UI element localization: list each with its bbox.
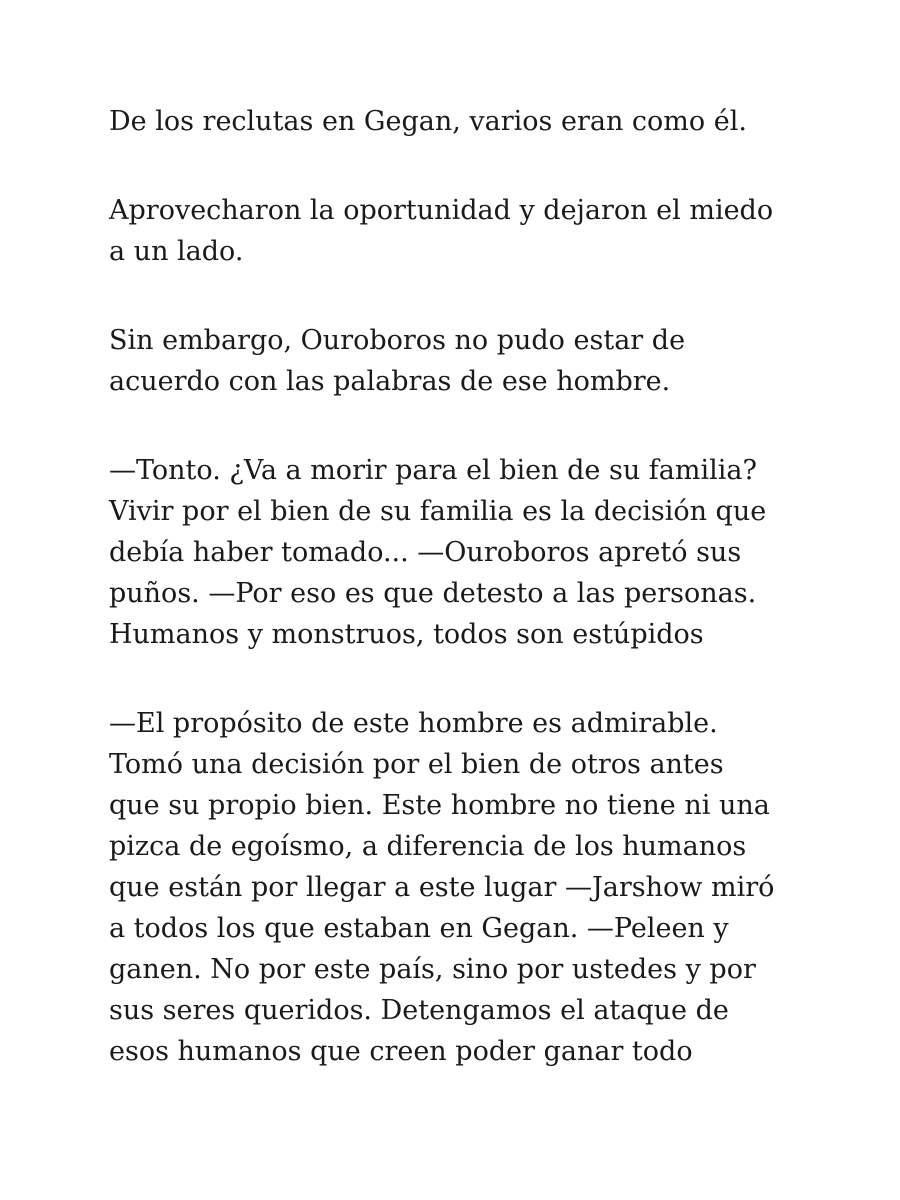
text-line: puños. —Por eso es que detesto a las personas. xyxy=(109,578,757,609)
text-line: debía haber tomado... —Ouroboros apretó sus xyxy=(109,537,742,568)
text-line: que su propio bien. Este hombre no tiene ni una xyxy=(109,790,770,821)
text-line: —Tonto. ¿Va a morir para el bien de su familia? xyxy=(109,455,757,486)
text-line: esos humanos que creen poder ganar todo xyxy=(109,1036,693,1067)
text-line: ganen. No por este país, sino por ustedes y por xyxy=(109,954,756,985)
text-line: acuerdo con las palabras de ese hombre. xyxy=(109,366,671,397)
text-line: a un lado. xyxy=(109,236,244,267)
paragraph-4 xyxy=(109,450,805,655)
paragraph-1 xyxy=(109,101,805,142)
text-line: Aprovecharon la oportunidad y dejaron el miedo xyxy=(109,195,774,226)
text-line: que están por llegar a este lugar —Jarshow miró xyxy=(109,872,775,903)
paragraph-5 xyxy=(109,703,805,1072)
text-line: De los reclutas en Gegan, varios eran como él. xyxy=(109,106,747,137)
text-line: Tomó una decisión por el bien de otros antes xyxy=(109,749,724,780)
text-line: a todos los que estaban en Gegan. —Peleen y xyxy=(109,913,729,944)
text-line: Vivir por el bien de su familia es la decisión que xyxy=(109,496,767,527)
text-line: Sin embargo, Ouroboros no pudo estar de xyxy=(109,325,686,356)
text-line: pizca de egoísmo, a diferencia de los humanos xyxy=(109,831,747,862)
text-line: sus seres queridos. Detengamos el ataque de xyxy=(109,995,729,1026)
paragraph-3 xyxy=(109,320,805,402)
paragraph-2 xyxy=(109,190,805,272)
text-line: Humanos y monstruos, todos son estúpidos xyxy=(109,619,704,650)
text-line: —El propósito de este hombre es admirable. xyxy=(109,708,718,739)
